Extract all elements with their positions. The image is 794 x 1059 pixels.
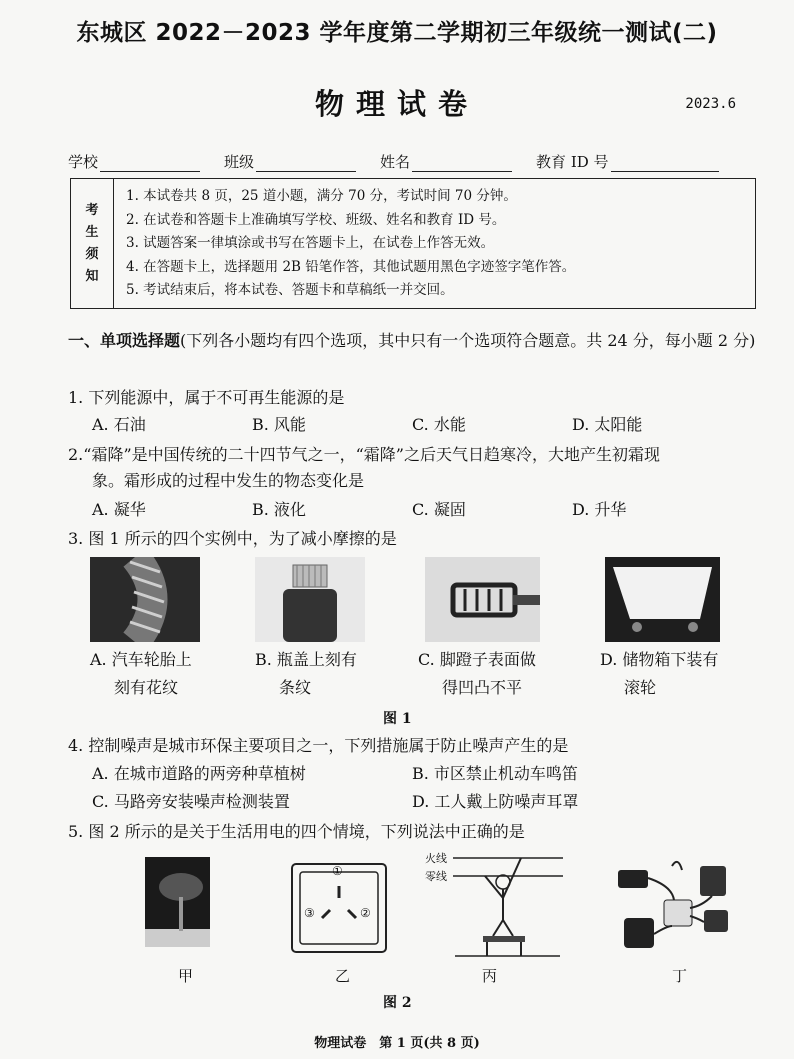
option-a[interactable]: A. 凝华 (92, 500, 146, 519)
caption-a: A. 汽车轮胎上 刻有花纹 (90, 650, 192, 697)
school-field[interactable]: 学校 (68, 151, 200, 172)
option-a[interactable]: A. 石油 (92, 415, 146, 434)
pedal-icon (425, 557, 540, 642)
hand-plug-photo (145, 857, 210, 947)
socket-mark-top: ① (332, 864, 343, 878)
notice-item: 4. 在答题卡上，选择题用 2B 铅笔作答，其他试题用黑色字迹签字笔作答。 (126, 258, 576, 275)
option-b[interactable]: B. 风能 (252, 415, 306, 434)
option-c[interactable]: C. 凝固 (412, 500, 466, 519)
question-4-options (92, 760, 732, 816)
question-3: 3. 图 1 所示的四个实例中，为了减小摩擦的是 (68, 529, 397, 548)
pedal-photo (425, 557, 540, 642)
notice-label: 考 生 须 知 (71, 179, 114, 308)
person-on-stool-icon (425, 848, 565, 960)
scenario-label-yi: 乙 (335, 967, 351, 985)
option-d[interactable]: D. 工人戴上防噪声耳罩 (412, 792, 579, 811)
section-1-header: 一、单项选择题(下列各小题均有四个选项，其中只有一个选项符合题意。共 24 分，每小题 2 分) (68, 331, 756, 350)
tire-tread-icon (90, 557, 200, 642)
class-field[interactable]: 班级 (224, 151, 356, 172)
figure-1-label: 图 1 (383, 711, 412, 727)
option-d[interactable]: D. 太阳能 (572, 415, 643, 434)
caption-b: B. 瓶盖上刻有 条纹 (255, 650, 357, 697)
question-1-options (92, 412, 732, 435)
scenario-label-bing: 丙 (482, 967, 498, 985)
option-c[interactable]: C. 水能 (412, 415, 466, 434)
question-2: 2.“霜降”是中国传统的二十四节气之一，“霜降”之后天气日趋寒冷，大地产生初霜现 象。霜形成的过程中发生的物态变化是 (68, 445, 660, 490)
tire-photo (90, 557, 200, 642)
exam-header-title: 东城区 2022－2023 学年度第二学期初三年级统一测试(二) (76, 20, 718, 46)
option-b[interactable]: B. 市区禁止机动车鸣笛 (412, 764, 578, 783)
socket-mark-left: ③ (304, 906, 315, 920)
storage-box-icon (605, 557, 720, 642)
id-field[interactable]: 教育 ID 号 (536, 151, 719, 172)
socket-mark-right: ② (360, 906, 371, 920)
option-c[interactable]: C. 马路旁安装噪声检测装置 (92, 792, 290, 811)
live-wire-diagram (425, 848, 565, 960)
exam-notice-box (70, 178, 756, 309)
caption-c: C. 脚蹬子表面做 得凹凸不平 (418, 650, 536, 697)
name-field[interactable]: 姓名 (380, 151, 512, 172)
paper-title: 物理试卷 (314, 87, 479, 121)
scenario-label-ding: 丁 (672, 967, 688, 985)
bottle-icon (255, 557, 365, 642)
option-d[interactable]: D. 升华 (572, 500, 627, 519)
live-wire-label: 火线 (425, 852, 447, 865)
overloaded-outlet-icon (612, 856, 742, 956)
notice-item: 3. 试题答案一律填涂或书写在答题卡上，在试卷上作答无效。 (126, 235, 495, 251)
hand-plug-icon (145, 857, 210, 947)
question-2-options (92, 497, 732, 520)
question-1: 1. 下列能源中，属于不可再生能源的是 (68, 388, 345, 407)
notice-list (114, 179, 755, 308)
scenario-label-jia: 甲 (178, 967, 194, 985)
student-info-row (68, 151, 758, 172)
overloaded-outlet-photo (612, 856, 742, 956)
notice-item: 5. 考试结束后，将本试卷、答题卡和草稿纸一并交回。 (126, 282, 454, 298)
page-footer: 物理试卷 第 1 页(共 8 页) (314, 1036, 480, 1051)
exam-date: 2023.6 (685, 96, 736, 112)
option-b[interactable]: B. 液化 (252, 500, 306, 519)
question-5: 5. 图 2 所示的是关于生活用电的四个情境，下列说法中正确的是 (68, 822, 525, 841)
bottle-photo (255, 557, 365, 642)
notice-item: 1. 本试卷共 8 页，25 道小题，满分 70 分，考试时间 70 分钟。 (126, 188, 517, 204)
neutral-wire-label: 零线 (425, 870, 447, 883)
option-a[interactable]: A. 在城市道路的两旁种草植树 (92, 764, 306, 783)
storage-box-photo (605, 557, 720, 642)
notice-item: 2. 在试卷和答题卡上准确填写学校、班级、姓名和教育 ID 号。 (126, 211, 506, 228)
question-4: 4. 控制噪声是城市环保主要项目之一，下列措施属于防止噪声产生的是 (68, 736, 569, 755)
socket-diagram (290, 862, 388, 954)
caption-d: D. 储物箱下装有 滚轮 (600, 650, 719, 697)
figure-2-label: 图 2 (383, 995, 412, 1011)
